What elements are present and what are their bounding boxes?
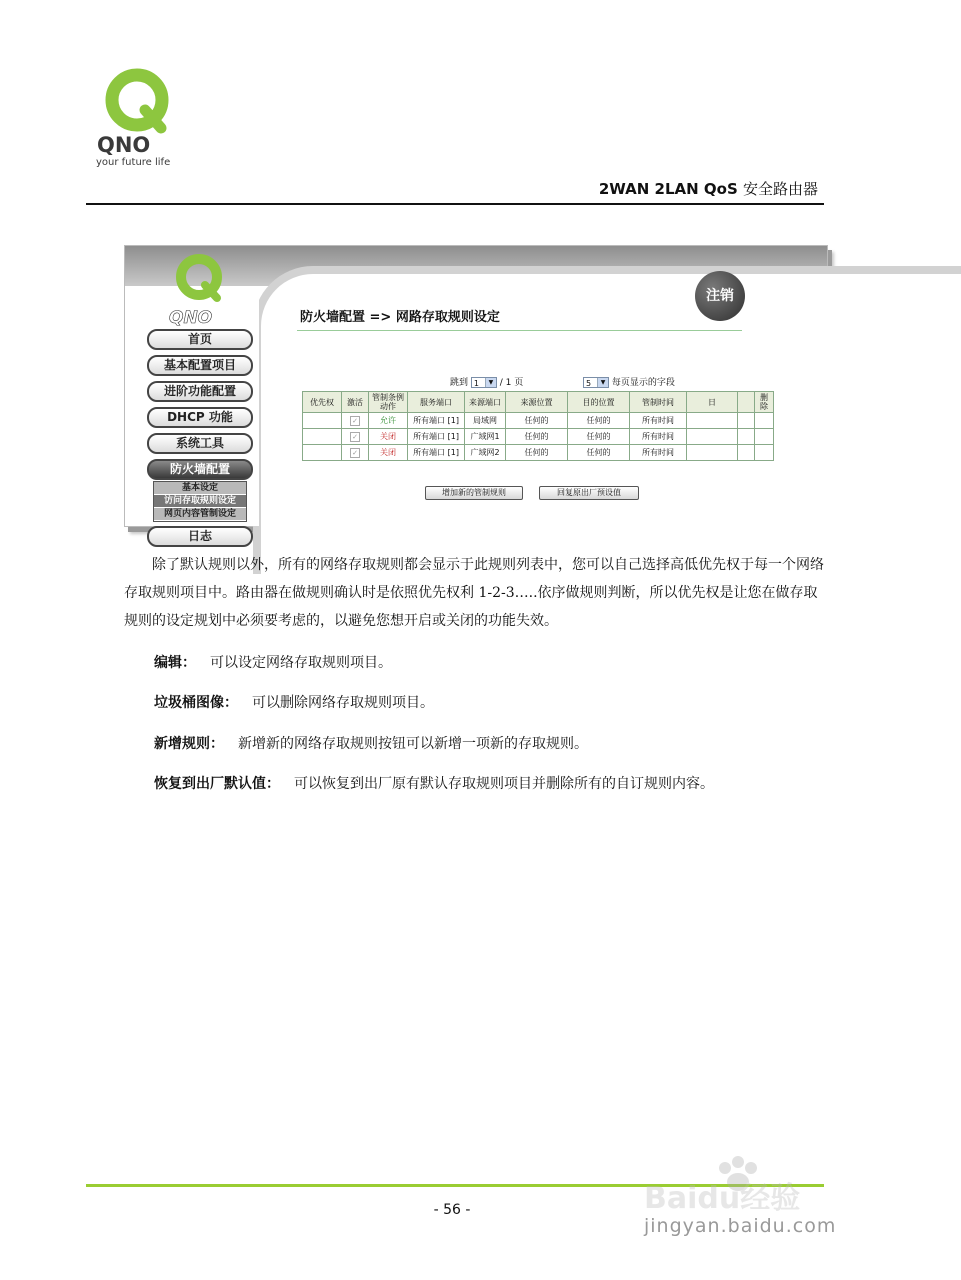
definition-desc: 可以删除网络存取规则项目。 bbox=[252, 695, 434, 711]
submenu-basic[interactable]: 基本设定 bbox=[154, 482, 246, 495]
rule-time: 所有时间 bbox=[630, 429, 687, 445]
router-screenshot bbox=[124, 245, 828, 543]
rule-destination: 任何的 bbox=[568, 413, 630, 429]
submenu-content-filter[interactable]: 网页内容管制设定 bbox=[154, 508, 246, 521]
col-time: 管制时间 bbox=[630, 392, 687, 413]
heading-rule bbox=[297, 330, 742, 331]
rule-destination: 任何的 bbox=[568, 429, 630, 445]
col-enable: 激活 bbox=[342, 392, 369, 413]
access-rules-table bbox=[302, 391, 774, 461]
restore-defaults-button[interactable]: 回复原出厂预设值 bbox=[539, 486, 639, 500]
menu-dhcp[interactable]: DHCP 功能 bbox=[147, 407, 253, 428]
definition-item bbox=[154, 773, 714, 793]
page-total: / 1 页 bbox=[499, 378, 524, 388]
col-action: 管制条例动作 bbox=[369, 392, 408, 413]
svg-text:Baidu经验: Baidu经验 bbox=[644, 1181, 801, 1216]
header-rule bbox=[86, 203, 824, 205]
col-destination: 目的位置 bbox=[568, 392, 630, 413]
rule-source: 任何的 bbox=[506, 445, 568, 461]
add-rule-button[interactable]: 增加新的管制规则 bbox=[425, 486, 523, 500]
page-jump bbox=[450, 375, 523, 388]
enable-checkbox[interactable]: ✓ bbox=[350, 448, 360, 458]
menu-log[interactable]: 日志 bbox=[147, 526, 253, 547]
rule-action: 允许 bbox=[369, 413, 408, 429]
col-edit bbox=[738, 392, 755, 413]
col-source: 来源位置 bbox=[506, 392, 568, 413]
rule-time: 所有时间 bbox=[630, 445, 687, 461]
table-header bbox=[303, 392, 774, 413]
menu-firewall[interactable]: 防火墙配置 bbox=[147, 459, 253, 480]
chevron-down-icon: ▼ bbox=[485, 378, 496, 387]
rule-source-port: 广域网1 bbox=[465, 429, 506, 445]
jump-label: 跳到 bbox=[450, 378, 469, 388]
description-paragraph: 除了默认规则以外，所有的网络存取规则都会显示于此规则列表中，您可以自己选择高低优先权于每一个网络存取规则项目中。路由器在做规则确认时是依照优先权利 1-2-3…..依序做规则判断，所以优先权是让您在做存取规则的设定规划中必须要考虑的，以避免您想开启或关闭的功能失效。 bbox=[124, 557, 824, 629]
rule-action: 关闭 bbox=[369, 445, 408, 461]
table-row bbox=[303, 445, 774, 461]
definition-item bbox=[154, 652, 392, 672]
firewall-submenu bbox=[153, 481, 247, 522]
sidebar-menu bbox=[147, 329, 253, 552]
logo-tagline: your future life bbox=[96, 157, 171, 168]
table-row bbox=[303, 413, 774, 429]
rule-service: 所有端口 [1] bbox=[408, 413, 465, 429]
enable-checkbox[interactable]: ✓ bbox=[350, 432, 360, 442]
rule-service: 所有端口 [1] bbox=[408, 429, 465, 445]
definition-desc: 可以设定网络存取规则项目。 bbox=[210, 655, 392, 671]
menu-basic-config[interactable]: 基本配置项目 bbox=[147, 355, 253, 376]
chevron-down-icon: ▼ bbox=[597, 378, 608, 387]
watermark-url: jingyan.baidu.com bbox=[644, 1215, 837, 1237]
rule-source: 任何的 bbox=[506, 429, 568, 445]
doc-title-latin: 2WAN 2LAN QoS bbox=[598, 180, 738, 198]
definition-term: 新增规则： bbox=[154, 736, 224, 752]
document-title bbox=[599, 178, 818, 199]
definition-term: 垃圾桶图像： bbox=[154, 695, 238, 711]
per-page bbox=[583, 375, 675, 388]
rule-time: 所有时间 bbox=[630, 413, 687, 429]
page-heading: 防火墙配置 => 网路存取规则设定 bbox=[300, 310, 500, 325]
doc-title-cn: 安全路由器 bbox=[742, 180, 818, 198]
per-page-select[interactable]: 5 ▼ bbox=[583, 377, 609, 388]
col-day: 日 bbox=[687, 392, 738, 413]
submenu-access-rules[interactable]: 访问存取规则设定 bbox=[154, 495, 246, 508]
rule-source-port: 局域网 bbox=[465, 413, 506, 429]
page-select[interactable]: 1 ▼ bbox=[471, 377, 497, 388]
page-number: - 56 - bbox=[433, 1202, 471, 1218]
rule-service: 所有端口 [1] bbox=[408, 445, 465, 461]
definition-desc: 新增新的网络存取规则按钮可以新增一项新的存取规则。 bbox=[238, 736, 588, 752]
logout-button[interactable]: 注销 bbox=[695, 271, 745, 321]
rule-source-port: 广域网2 bbox=[465, 445, 506, 461]
definition-item bbox=[154, 733, 588, 753]
rule-action: 关闭 bbox=[369, 429, 408, 445]
menu-home[interactable]: 首页 bbox=[147, 329, 253, 350]
enable-checkbox[interactable]: ✓ bbox=[350, 416, 360, 426]
definition-desc: 可以恢复到出厂原有默认存取规则项目并删除所有的自订规则内容。 bbox=[294, 776, 714, 792]
logo-brand: QNO bbox=[97, 133, 151, 157]
col-priority: 优先权 bbox=[303, 392, 342, 413]
qno-logo bbox=[95, 62, 185, 172]
rule-destination: 任何的 bbox=[568, 445, 630, 461]
router-logo bbox=[169, 251, 231, 329]
definition-term: 编辑： bbox=[154, 655, 196, 671]
rule-source: 任何的 bbox=[506, 413, 568, 429]
col-source-port: 来源端口 bbox=[465, 392, 506, 413]
menu-advanced[interactable]: 进阶功能配置 bbox=[147, 381, 253, 402]
per-page-label: 每页显示的字段 bbox=[611, 378, 675, 388]
col-service: 服务端口 bbox=[408, 392, 465, 413]
col-delete: 删除 bbox=[755, 392, 774, 413]
table-row bbox=[303, 429, 774, 445]
definition-term: 恢复到出厂默认值： bbox=[154, 776, 280, 792]
definition-item bbox=[154, 692, 434, 712]
menu-system-tools[interactable]: 系统工具 bbox=[147, 433, 253, 454]
svg-text:QNO: QNO bbox=[169, 308, 213, 328]
